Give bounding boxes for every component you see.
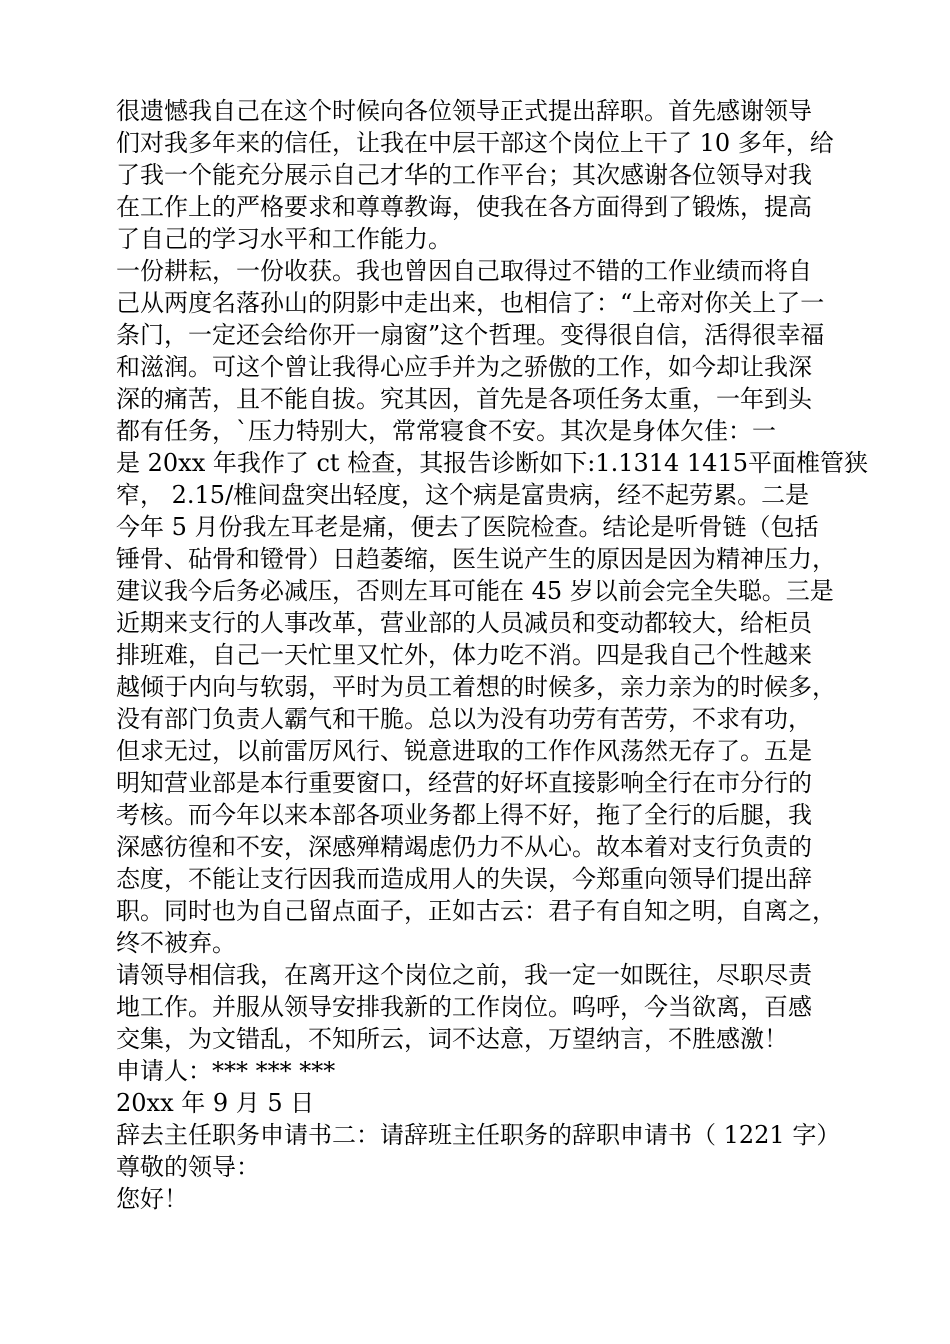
- salutation: 尊敬的领导：: [116, 1153, 260, 1181]
- paragraph-line: 窄， 2.15/椎间盘突出轻度，这个病是富贵病，经不起劳累。二是: [116, 481, 810, 509]
- paragraph-line: 排班难，自己一天忙里又忙外，体力吃不消。四是我自己个性越来: [116, 641, 812, 669]
- paragraph-line: 请领导相信我，在离开这个岗位之前，我一定一如既往，尽职尽责: [116, 961, 812, 989]
- paragraph-line: 条门，一定还会给你开一扇窗”这个哲理。变得很自信，活得很幸福: [116, 321, 825, 349]
- paragraph-line: 了自己的学习水平和工作能力。: [116, 225, 452, 253]
- applicant-line: 申请人：*** *** ***: [116, 1057, 336, 1085]
- paragraph-line: 考核。而今年以来本部各项业务都上得不好，拖了全行的后腿，我: [116, 801, 812, 829]
- paragraph-line: 很遗憾我自己在这个时候向各位领导正式提出辞职。首先感谢领导: [116, 97, 812, 125]
- paragraph-line: 今年 5 月份我左耳老是痛，便去了医院检查。结论是听骨链（包括: [116, 513, 819, 541]
- paragraph-line: 己从两度名落孙山的阴影中走出来，也相信了：“上帝对你关上了一: [116, 289, 825, 317]
- paragraph-line: 和滋润。可这个曾让我得心应手并为之骄傲的工作，如今却让我深: [116, 353, 812, 381]
- paragraph-line: 越倾于内向与软弱，平时为员工着想的时候多，亲力亲为的时候多，: [116, 673, 836, 701]
- date-line: 20xx 年 9 月 5 日: [116, 1089, 315, 1117]
- paragraph-line: 在工作上的严格要求和尊尊教诲，使我在各方面得到了锻炼，提高: [116, 193, 812, 221]
- paragraph-line: 态度，不能让支行因我而造成用人的失误，今郑重向领导们提出辞: [116, 865, 812, 893]
- paragraph-line: 深感彷徨和不安，深感殚精竭虑仍力不从心。故本着对支行负责的: [116, 833, 812, 861]
- paragraph-line: 们对我多年来的信任，让我在中层干部这个岗位上干了 10 多年，给: [116, 129, 834, 157]
- paragraph-line: 交集，为文错乱，不知所云，词不达意，万望纳言，不胜感激！: [116, 1025, 788, 1053]
- paragraph-line: 职。同时也为自己留点面子，正如古云：君子有自知之明，自离之，: [116, 897, 836, 925]
- paragraph-line: 锤骨、砧骨和镫骨）日趋萎缩，医生说产生的原因是因为精神压力，: [116, 545, 836, 573]
- paragraph-line: 一份耕耘，一份收获。我也曾因自己取得过不错的工作业绩而将自: [116, 257, 812, 285]
- section-heading: 辞去主任职务申请书二：请辞班主任职务的辞职申请书（ 1221 字）: [116, 1121, 841, 1149]
- paragraph-line: 近期来支行的人事改革，营业部的人员减员和变动都较大，给柜员: [116, 609, 812, 637]
- paragraph-line: 终不被弃。: [116, 929, 236, 957]
- paragraph-line: 都有任务，`压力特别大，常常寝食不安。其次是身体欠佳：一: [116, 417, 776, 445]
- paragraph-line: 没有部门负责人霸气和干脆。总以为没有功劳有苦劳，不求有功，: [116, 705, 812, 733]
- paragraph-line: 建议我今后务必减压，否则左耳可能在 45 岁以前会完全失聪。三是: [116, 577, 834, 605]
- paragraph-line: 是 20xx 年我作了 ct 检查，其报告诊断如下:1.1314 1415平面椎管狭: [116, 449, 868, 477]
- paragraph-line: 但求无过，以前雷厉风行、锐意进取的工作作风荡然无存了。五是: [116, 737, 812, 765]
- paragraph-line: 地工作。并服从领导安排我新的工作岗位。呜呼，今当欲离，百感: [116, 993, 812, 1021]
- paragraph-line: 深的痛苦，且不能自拔。究其因，首先是各项任务太重，一年到头: [116, 385, 812, 413]
- paragraph-line: 明知营业部是本行重要窗口，经营的好坏直接影响全行在市分行的: [116, 769, 812, 797]
- paragraph-line: 了我一个能充分展示自己才华的工作平台；其次感谢各位领导对我: [116, 161, 812, 189]
- greeting: 您好！: [116, 1185, 188, 1213]
